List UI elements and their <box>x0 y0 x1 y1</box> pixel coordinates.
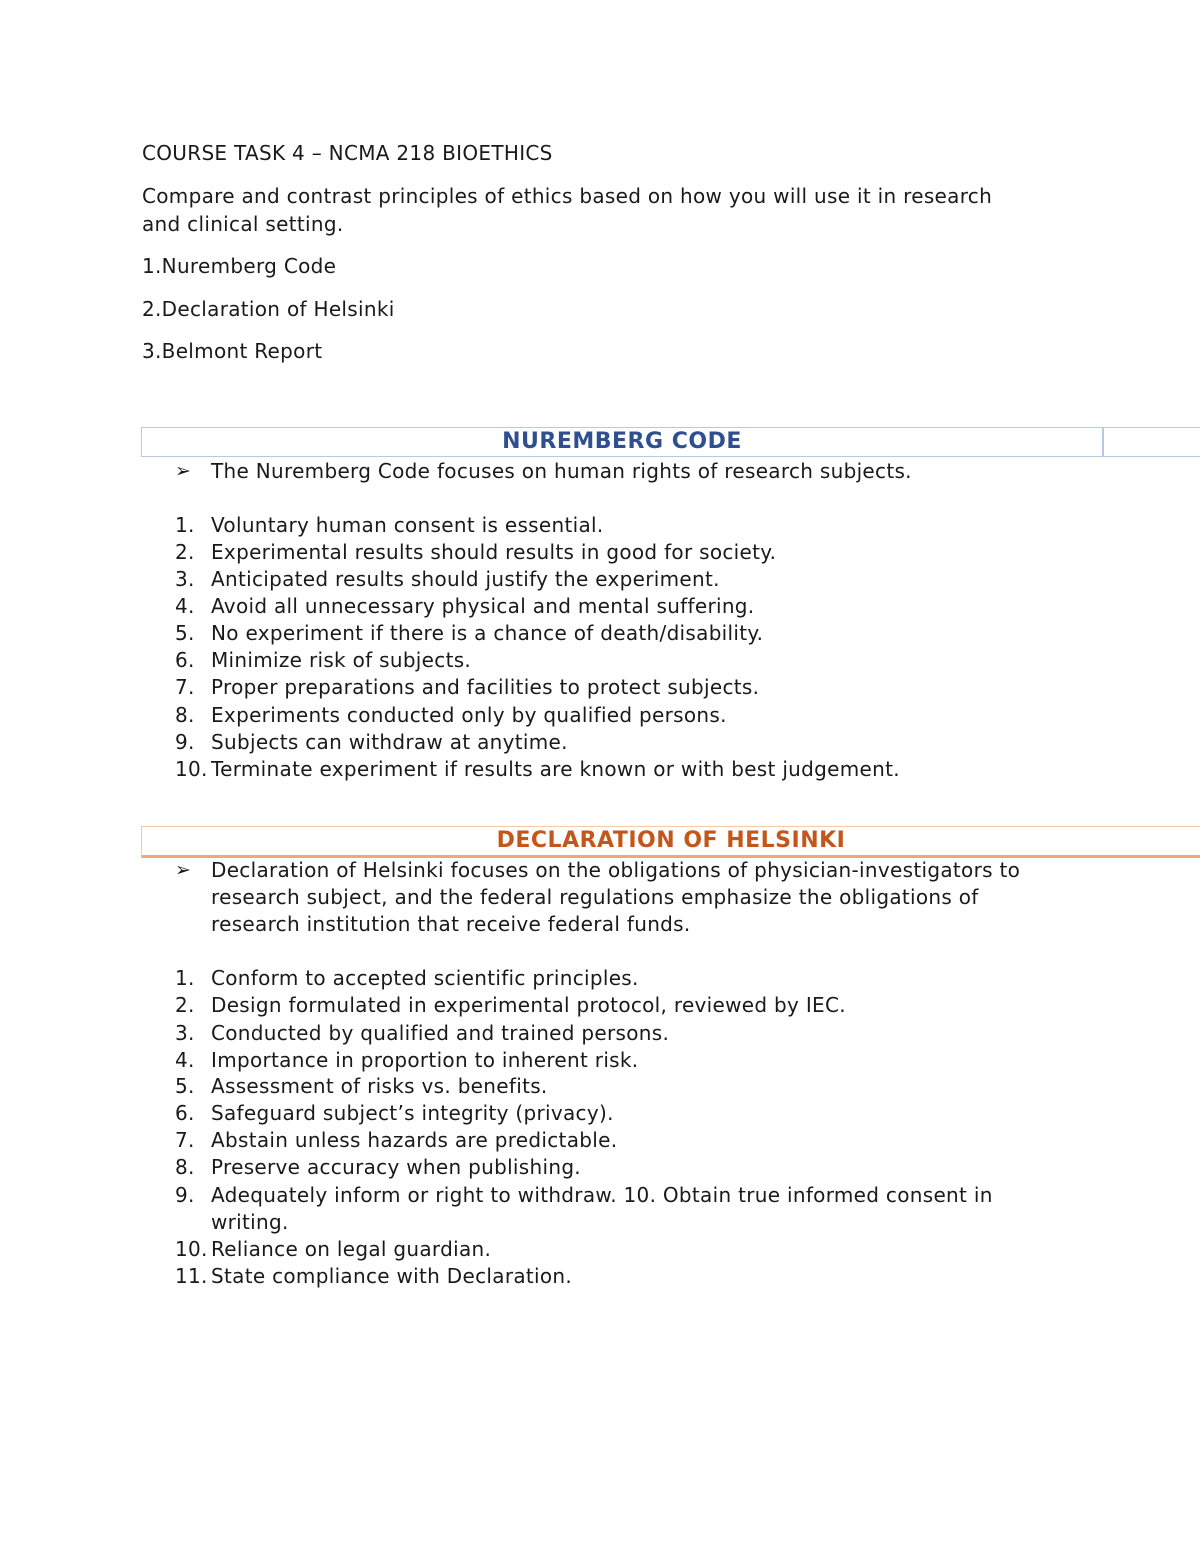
list-item-text: Design formulated in experimental protocol, reviewed by IEC. <box>211 993 846 1017</box>
nuremberg-heading-extension <box>1103 427 1200 457</box>
list-item-number: 1. <box>175 513 195 537</box>
list-item-text: Subjects can withdraw at anytime. <box>211 730 568 754</box>
list-item-text: Preserve accuracy when publishing. <box>211 1155 581 1179</box>
list-item-number: 2. <box>175 540 195 564</box>
list-item-number: 2. <box>175 993 195 1017</box>
list-item-text: Conform to accepted scientific principles. <box>211 966 639 990</box>
list-item-number: 7. <box>175 1128 195 1152</box>
list-item-number: 8. <box>175 1155 195 1179</box>
list-item-text: State compliance with Declaration. <box>211 1264 573 1288</box>
list-item-number: 5. <box>175 621 195 645</box>
list-item-text: Assessment of risks vs. benefits. <box>211 1074 548 1098</box>
list-item-text: Importance in proportion to inherent risk. <box>211 1048 639 1072</box>
list-item-text: Experimental results should results in good for society. <box>211 540 777 564</box>
topic-item: 1.Nuremberg Code <box>142 254 337 278</box>
list-item-text: Voluntary human consent is essential. <box>211 513 604 537</box>
helsinki-heading: DECLARATION OF HELSINKI <box>141 826 1200 858</box>
list-item-number: 9. <box>175 1183 195 1207</box>
list-item-number: 3. <box>175 567 195 591</box>
list-item-number: 10. <box>175 1237 208 1261</box>
helsinki-bullet-line-3: research institution that receive federal funds. <box>211 912 691 936</box>
list-item-text: Proper preparations and facilities to protect subjects. <box>211 675 760 699</box>
nuremberg-bullet-text: The Nuremberg Code focuses on human rights of research subjects. <box>211 459 912 483</box>
list-item-number: 10. <box>175 757 208 781</box>
list-item-text: No experiment if there is a chance of death/disability. <box>211 621 764 645</box>
arrow-bullet-icon: ➢ <box>175 460 192 482</box>
nuremberg-heading: NUREMBERG CODE <box>141 427 1103 457</box>
list-item-number: 7. <box>175 675 195 699</box>
list-item-number: 1. <box>175 966 195 990</box>
list-item-text: Safeguard subject’s integrity (privacy). <box>211 1101 614 1125</box>
arrow-bullet-icon: ➢ <box>175 859 192 881</box>
list-item-text: Minimize risk of subjects. <box>211 648 472 672</box>
list-item-text: Adequately inform or right to withdraw. 10. Obtain true informed consent in writing. <box>211 1183 993 1234</box>
list-item-number: 6. <box>175 1101 195 1125</box>
list-item-text: Experiments conducted only by qualified persons. <box>211 703 727 727</box>
helsinki-bullet-line-1: Declaration of Helsinki focuses on the obligations of physician-investigators to <box>211 858 1021 882</box>
helsinki-bullet-line-2: research subject, and the federal regulations emphasize the obligations of <box>211 885 979 909</box>
list-item-text: Conducted by qualified and trained persons. <box>211 1021 670 1045</box>
prompt-line-2: and clinical setting. <box>142 212 344 236</box>
list-item-number: 4. <box>175 594 195 618</box>
list-item-number: 11. <box>175 1264 208 1288</box>
topic-item: 2.Declaration of Helsinki <box>142 297 395 321</box>
list-item-number: 3. <box>175 1021 195 1045</box>
list-item-number: 5. <box>175 1074 195 1098</box>
list-item-text: Terminate experiment if results are known or with best judgement. <box>211 757 900 781</box>
list-item-number: 6. <box>175 648 195 672</box>
list-item-text: Anticipated results should justify the experiment. <box>211 567 720 591</box>
list-item-text: Reliance on legal guardian. <box>211 1237 492 1261</box>
course-title: COURSE TASK 4 – NCMA 218 BIOETHICS <box>142 141 553 165</box>
prompt-line-1: Compare and contrast principles of ethics based on how you will use it in research <box>142 184 993 208</box>
list-item-number: 9. <box>175 730 195 754</box>
topic-item: 3.Belmont Report <box>142 339 323 363</box>
list-item-text: Avoid all unnecessary physical and mental suffering. <box>211 594 755 618</box>
list-item-number: 8. <box>175 703 195 727</box>
list-item-number: 4. <box>175 1048 195 1072</box>
list-item-text: Abstain unless hazards are predictable. <box>211 1128 618 1152</box>
